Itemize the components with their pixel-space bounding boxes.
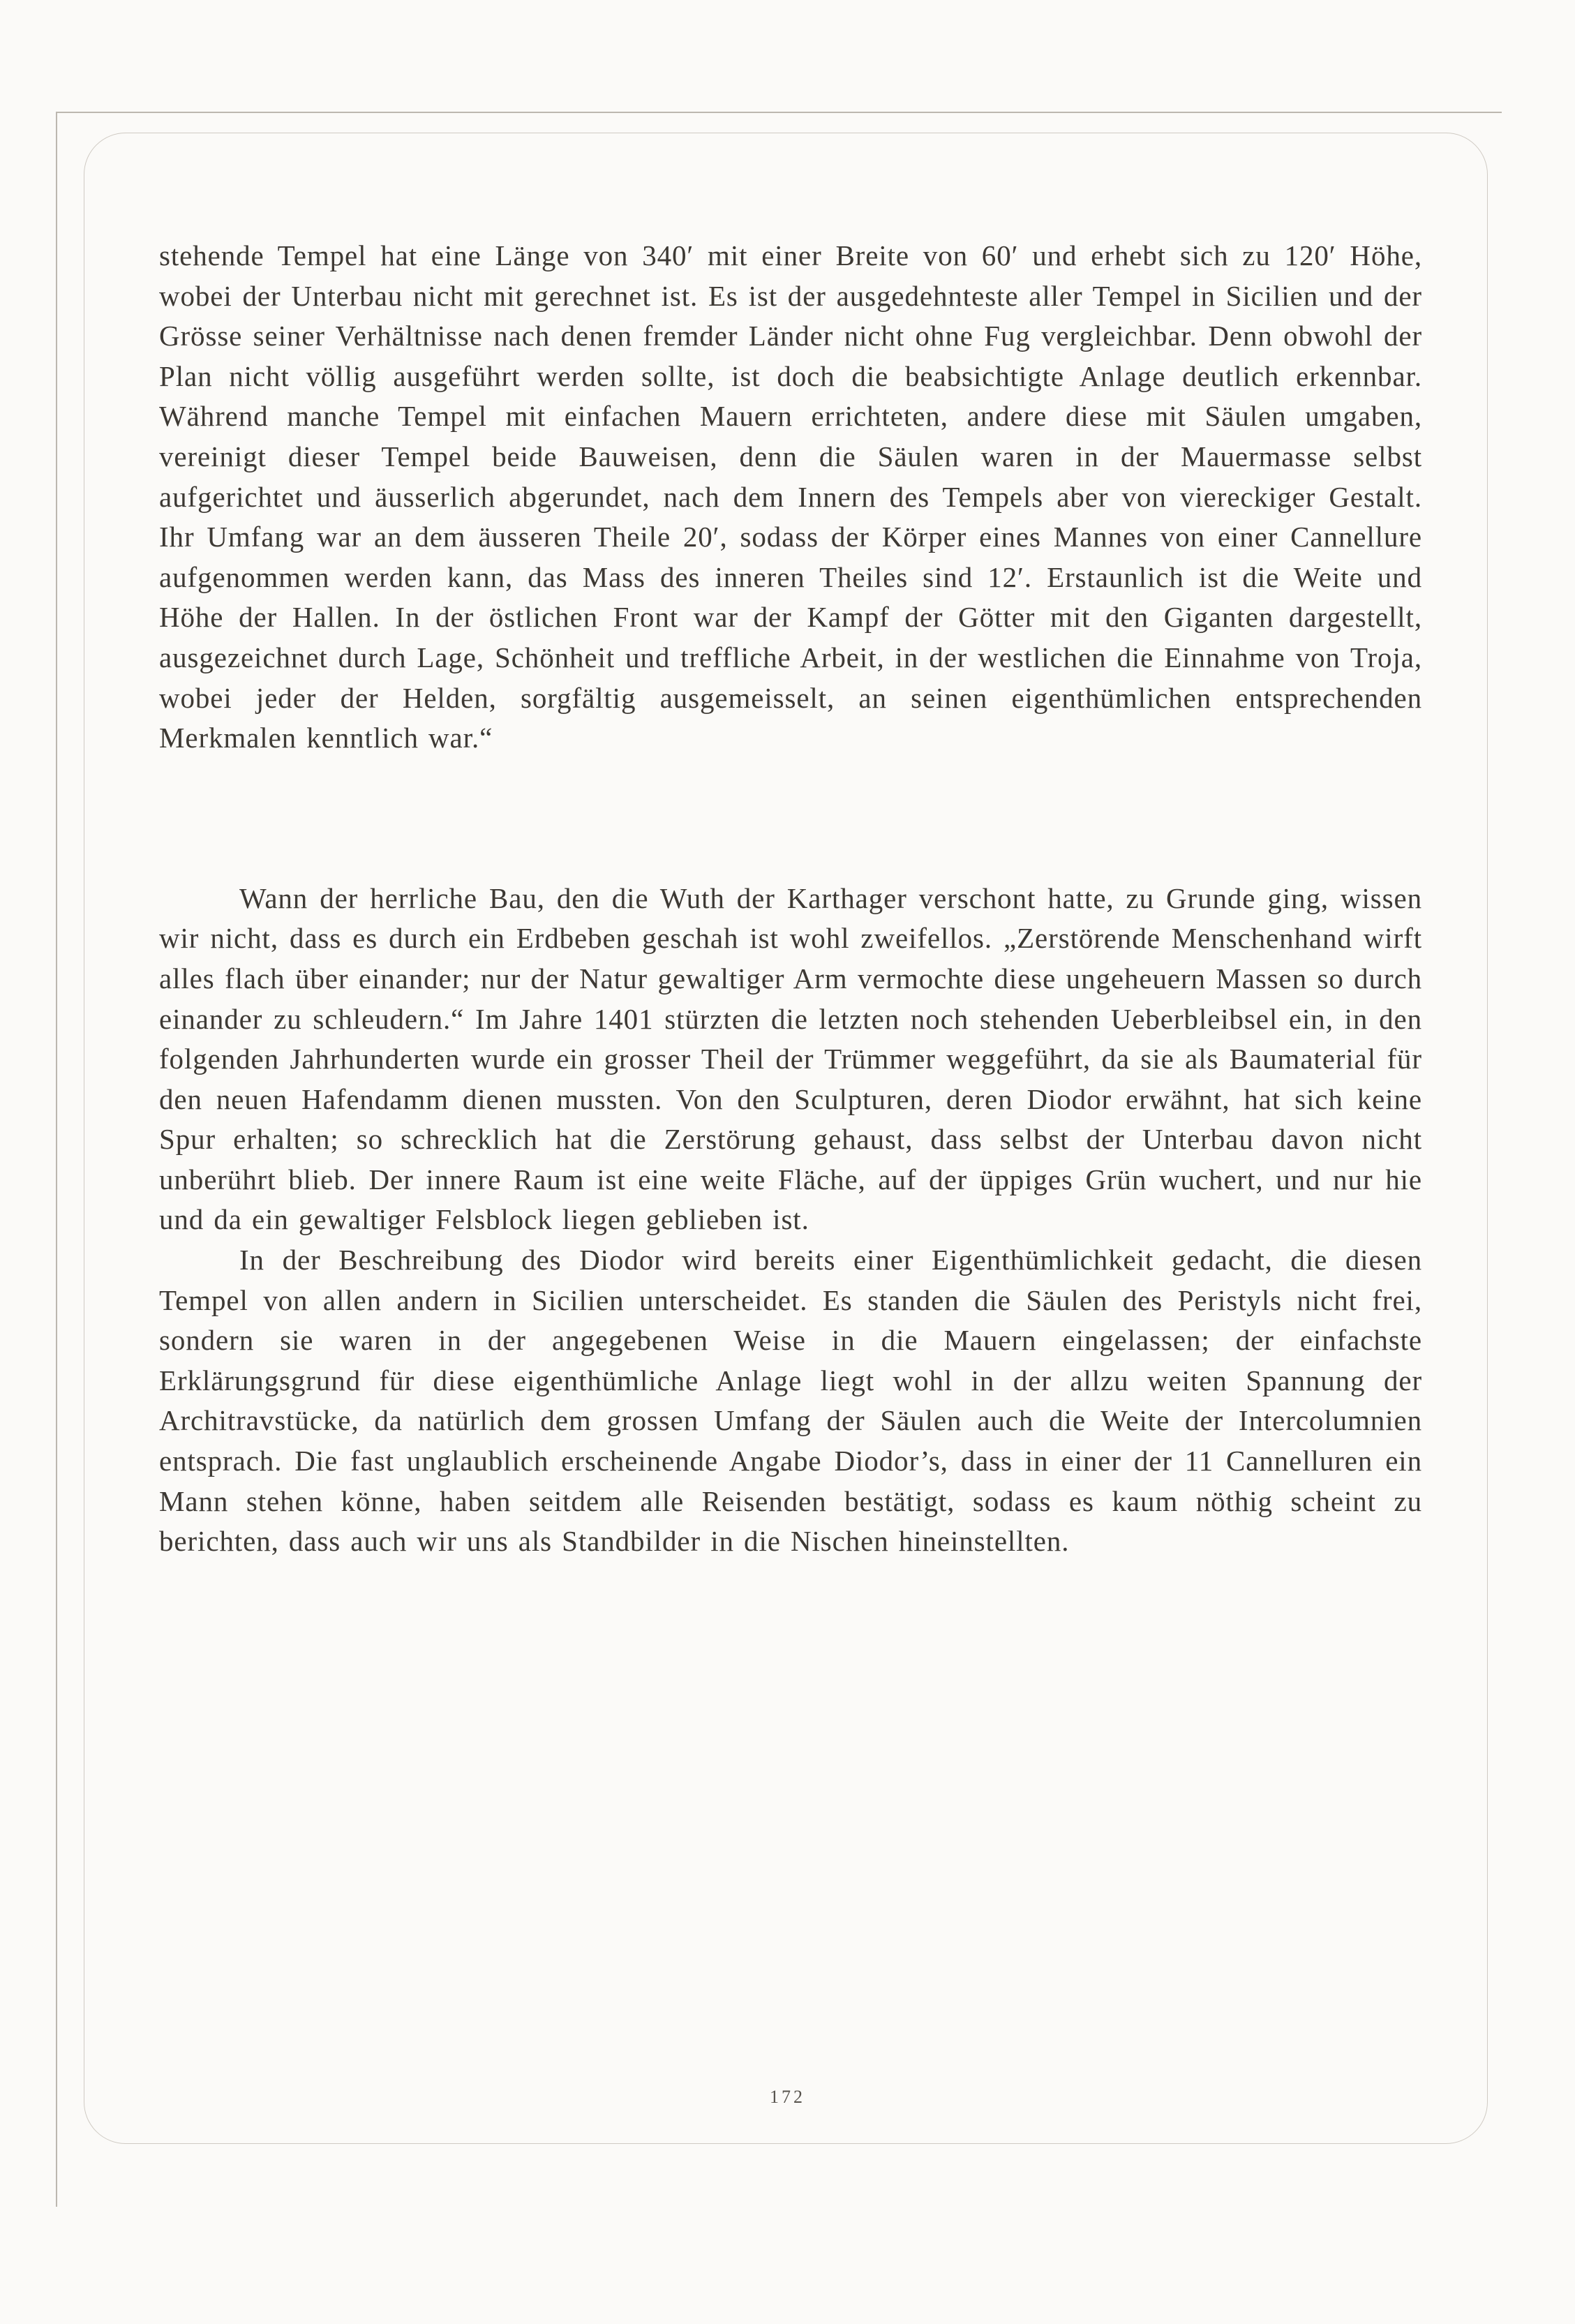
paragraph-temple-description: stehende Tempel hat eine Länge von 340′ mit einer Breite von 60′ und erhebt sich zu 120′ Höhe, wobei der Unterbau nicht mit gerechnet ist. Es ist der ausgedehnteste aller Tempel in Sicilien und der Grösse seiner Verhältnisse nach denen fremder Länder nicht ohne Fug vergleichbar. Denn obwohl der Plan nicht völlig ausgeführt werden sollte, ist doch die beabsichtigte Anlage deutlich erkennbar. Während manche Tempel mit einfachen Mauern errichteten, andere diese mit Säulen umgaben, vereinigt dieser Tempel beide Bauweisen, denn die Säulen waren in der Mauermasse selbst aufgerichtet und äusserlich abgerundet, nach dem Innern des Tempels aber von viereckiger Gestalt. Ihr Umfang war an dem äusseren Theile 20′, sodass der Körper eines Mannes von einer Cannellure aufgenommen werden kann, das Mass des inneren Theiles sind 12′. Erstaunlich ist die Weite und Höhe der Hallen. In der östlichen Front war der Kampf der Götter mit den Giganten dargestellt, ausgezeichnet durch Lage, Schönheit und treffliche Arbeit, in der westlichen die Einnahme von Troja, wobei jeder der Helden, sorgfältig ausgemeisselt, an seinen eigenthümlichen entsprechenden Merkmalen kenntlich war.“ — [159, 239, 1422, 754]
paragraph-destruction: Wann der herrliche Bau, den die Wuth der Karthager verschont hatte, zu Grunde ging, wissen wir nicht, dass es durch ein Erdbeben geschah ist wohl zweifellos. „Zerstörende Menschenhand wirft alles flach über einander; nur der Natur gewaltiger Arm vermochte diese ungeheuern Massen so durch einander zu schleudern.“ Im Jahre 1401 stürzten die letzten noch stehenden Ueberbleibsel ein, in den folgenden Jahrhunderten wurde ein grosser Theil der Trümmer weggeführt, da sie als Baumaterial für den neuen Hafendamm dienen mussten. Von den Sculpturen, deren Diodor erwähnt, hat sich keine Spur erhalten; so schrecklich hat die Zerstörung gehaust, dass selbst der Unterbau davon nicht unberührt blieb. Der innere Raum ist eine weite Fläche, auf der üppiges Grün wuchert, und nur hie und da ein gewaltiger Felsblock liegen geblieben ist. — [159, 881, 1422, 1236]
paragraph-peristyle: In der Beschreibung des Diodor wird bereits einer Eigenthümlichkeit gedacht, die diesen Tempel von allen andern in Sicilien unterscheidet. Es standen die Säulen des Peristyls nicht frei, sondern sie waren in der angegebenen Weise in die Mauern eingelassen; der einfachste Erklärungsgrund für diese eigenthümliche Anlage liegt wohl in der allzu weiten Spannung der Architravstücke, da natürlich dem grossen Umfang der Säulen auch die Weite der Intercolumnien entsprach. Die fast unglaublich erscheinende Angabe Diodor’s, dass in einer der 11 Cannelluren ein Mann stehen könne, haben seitdem alle Reisenden bestätigt, sodass es kaum nöthig scheint zu berichten, dass auch wir uns als Standbilder in die Nischen hineinstellten. — [159, 1244, 1422, 1558]
page-number: 172 — [770, 2087, 805, 2107]
main-text-block — [159, 236, 1422, 1562]
